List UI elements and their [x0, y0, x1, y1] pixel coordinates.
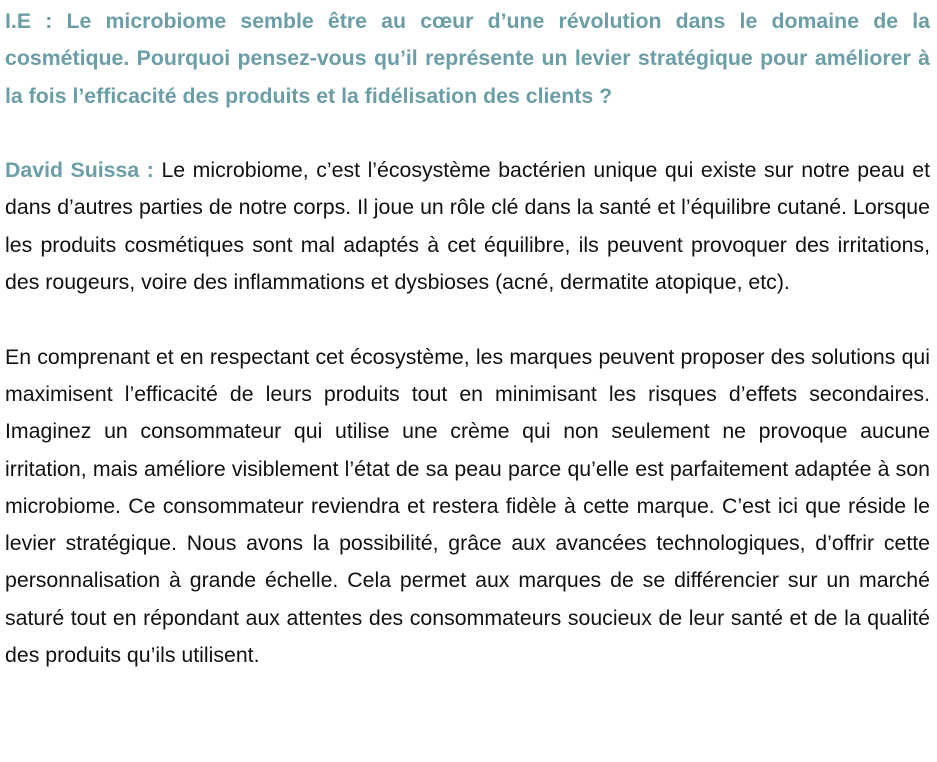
- speaker-name: David Suissa :: [5, 158, 154, 183]
- answer-paragraph-2: En comprenant et en respectant cet écosystème, les marques peuvent proposer des solutions qui maximisent l’efficacité de leurs produits tout en minimisant les risques d’effets secondaires. Imaginez un consommateur qui utilise une crème qui non seulement ne provoque aucune irritation, mais améliore visiblement l’état de sa peau parce qu’elle est parfaitement adaptée à son microbiome. Ce consommateur reviendra et restera fidèle à cette marque. C’est ici que réside le levier stratégique. Nous avons la possibilité, grâce aux avancées technologiques, d’offrir cette personnalisation à grande échelle. Cela permet aux marques de se différencier sur un marché saturé tout en répondant aux attentes des consommateurs soucieux de leur santé et de la qualité des produits qu’ils utilisent.: [5, 344, 930, 668]
- interview-question: I.E : Le microbiome semble être au cœur d’une révolution dans le domaine de la cosmétique. Pourquoi pensez-vous qu’il représente un levier stratégique pour améliorer à la fois l’efficacité des produits et la fidélisation des clients ?: [5, 9, 930, 108]
- answer-paragraph-1: [5, 152, 930, 301]
- answer-text-1: Le microbiome, c’est l’écosystème bactérien unique qui existe sur notre peau et dans d’autres parties de notre corps. Il joue un rôle clé dans la santé et l’équilibre cutané. Lorsque les produits cosmétiques sont mal adaptés à cet équilibre, ils peuvent provoquer des irritations, des rougeurs, voire des inflammations et dysbioses (acné, dermatite atopique, etc).: [5, 158, 930, 295]
